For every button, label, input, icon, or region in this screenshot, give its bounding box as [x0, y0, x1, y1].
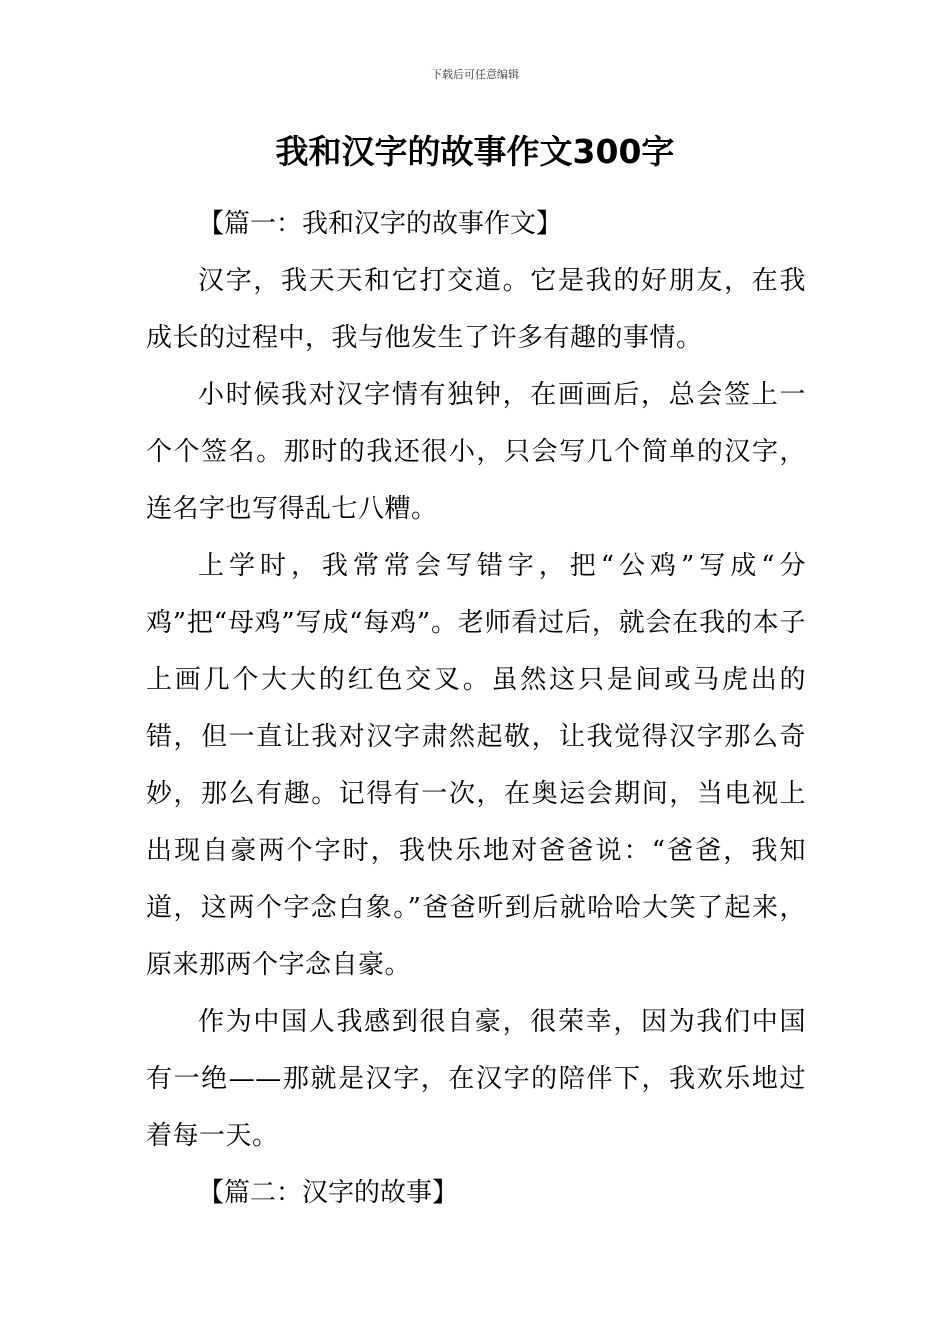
download-note: 下载后可任意编辑 — [431, 68, 519, 81]
document-title: 我和汉字的故事作文300字 — [275, 132, 675, 171]
section-heading-2: 【篇二：汉字的故事】 — [198, 1178, 459, 1208]
section-heading-1: 【篇一：我和汉字的故事作文】 — [198, 209, 563, 239]
document-body — [146, 196, 806, 1222]
paragraph-3: 上学时，我常常会写错字，把“公鸡”写成“分鸡”把“母鸡”写成“每鸡”。老师看过后，就会在我的本子上画几个大大的红色交叉。虽然这只是间或马虎出的错，但一直让我对汉字肃然起敬，让我觉得汉字那么奇妙，那么有趣。记得有一次，在奥运会期间，当电视上出现自豪两个字时，我快乐地对爸爸说：“爸爸，我知道，这两个字念白象。”爸爸听到后就哈哈大笑了起来，原来那两个字念自豪。 — [146, 551, 806, 980]
paragraph-4: 作为中国人我感到很自豪，很荣幸，因为我们中国有一绝——那就是汉字，在汉字的陪伴下，我欢乐地过着每一天。 — [146, 1007, 806, 1151]
paragraph-1: 汉字，我天天和它打交道。它是我的好朋友，在我成长的过程中，我与他发生了许多有趣的事情。 — [146, 266, 806, 353]
paragraph-2: 小时候我对汉字情有独钟，在画画后，总会签上一个个签名。那时的我还很小，只会写几个简单的汉字，连名字也写得乱七八糟。 — [146, 380, 806, 524]
